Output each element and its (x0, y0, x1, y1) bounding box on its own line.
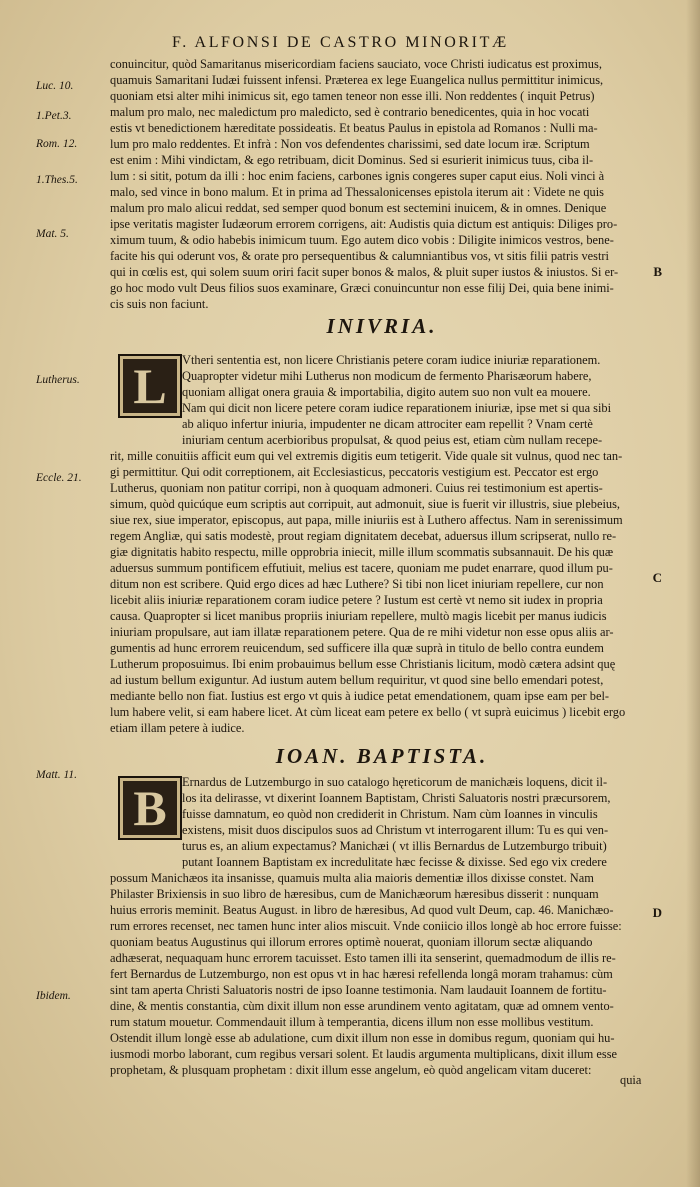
text-line: etiam illam petere à iudice. (110, 721, 245, 735)
text-line: iusmodi morbo laborant, cum regibus versari solent. Et laudis argumenta multiplicans, dixit illum esse (110, 1047, 618, 1061)
section-letter: B (653, 264, 662, 279)
margin-note: Ibidem. (36, 990, 71, 1002)
initial-letter: B (133, 780, 167, 836)
text-line: go hoc modo vult Deus filios suos examinare, Græci conuincuntur non esse filij Dei, quia bene inimi- (110, 281, 614, 295)
text-line: adhæserat, nequaquam hunc errorem tacuisset. Esto tamen illi ita senserint, quemadmodum de illis re- (110, 951, 616, 965)
text-line: Philaster Brixiensis in suo libro de hæresibus, cum de Manichæorum hæresibus disserit : nunquam (110, 887, 599, 901)
text-line: malum pro malo alicui reddat, sed semper quod bonum est sectemini inuicem, & in omnes. Denique (110, 201, 607, 215)
text-line: ditum non est scribere. Quid ergo dices ad hæc Luthere? Si tibi non licet iniuriam repellere, cur non (110, 577, 604, 591)
text-line: cis suis non faciunt. (110, 297, 209, 311)
text-line: malo, sed vince in bono malum. Et in prima ad Thessalonicenses epistola iterum ait : Videte ne quis (110, 185, 604, 199)
text-line: fert Bernardus de Lutzemburgo, non est opus vt in hac hæresi refellenda longâ moram trahamus: cùm (110, 967, 613, 981)
text-line: Ernardus de Lutzemburgo in suo catalogo hęreticorum de manichæis loquens, dicit il- (182, 775, 608, 789)
text-line: quamuis Samaritani Iudæi fuissent infensi. Præterea ex lege Euangelica nullus permittitur inimicus, (110, 73, 604, 87)
text-line: estis vt benedictionem hæreditate possideatis. Et beatus Paulus in epistola ad Romanos : Nulli ma- (110, 121, 598, 135)
text-line: quoniam etsi alter mihi inimicus sit, ego tamen teneor non esse illi. Non reddentes ( inquit Petrus) (110, 89, 595, 103)
text-line: mediante bello non fiat. Iustius est ergo vt quis à iudice petat emendationem, quam ipse eam per bel- (110, 689, 610, 703)
text-line: rit, mille conuitiis afficit eum qui vel extremis digitis eum tetigerit. Vide quale sit vulnus, quod nec tan- (110, 449, 623, 463)
text-line: quoniam alligat onera grauia & importabilia, digito autem suo non vult ea mouere. (182, 385, 591, 399)
text-line: huius erroris meminit. Beatus August. in libro de hæresibus, Ad quod vult Deum, cap. 46. Manichæo- (110, 903, 614, 917)
margin-note: Luc. 10. (36, 80, 74, 92)
text-line: turus es, an alium expectamus? Manichæi ( vt illis Bernardus de Lutzemburgo tribuit) (182, 839, 607, 853)
margin-note: Lutherus. (36, 374, 80, 386)
text-line: rum errores recenset, nec tamen hunc inter alios miscuit. Vnde coniicio illos longè ab hoc errore fuisse: (110, 919, 622, 933)
text-line: Nam qui dicit non licere petere coram iudice reparationem iniuriæ, ipse met si qua sibi (182, 401, 612, 415)
section-heading-ioan-baptista: IOAN. BAPTISTA. (275, 744, 489, 768)
text-line: prophetam, & plusquam prophetam : dixit illum esse angelum, eò quòd angelicam vitam duceret: (110, 1063, 592, 1077)
page-edge-shadow (686, 0, 700, 1187)
section-letter: C (652, 570, 662, 585)
margin-note: Eccle. 21. (36, 472, 82, 484)
text-line: Quapropter videtur mihi Lutherus non modicum de fermento Pharisæorum habere, (182, 369, 592, 383)
decorated-initial (118, 354, 182, 418)
text-line: gumentis ad hunc errorem reuicendum, sed sufficere illa quæ suprà in titulo de bello contra eundem (110, 641, 604, 655)
text-line: causa. Quapropter si licet manibus propriis iniuriam repellere, multò magis licebit per manus iudicis (110, 609, 607, 623)
margin-note: Rom. 12. (36, 138, 78, 150)
text-line: lum : si sitit, potum da illi : hoc enim faciens, carbones ignis congeres super caput eius. Noli vinci à (110, 169, 605, 183)
text-line: Ostendit illum longè esse ab adulatione, cum dixit illum non esse in domibus regum, quoniam qui hu- (110, 1031, 615, 1045)
margin-note: 1.Thes.5. (36, 174, 78, 186)
text-line: iniuriam propulsare, aut iam illatæ reparationem petere. Qua de re mihi videtur non esse opus aliis ar- (110, 625, 614, 639)
text-line: ximum tuum, & odio habebis inimicum tuum. Ego autem dico vobis : Diligite inimicos vestros, bene- (110, 233, 614, 247)
text-line: giæ dignitatis habito respectu, mille opprobria iniecit, mille illum scommatis subsannauit. De his quæ (110, 545, 614, 559)
text-line: sint tam aperta Christi Saluatoris nostri de ipso Ioanne testimonia. Nam laudauit Ioannem de fortitu- (110, 983, 607, 997)
text-line: lum habere velit, si eam habere licet. At cùm liceat eam petere ex bello ( vt suprà euicimus ) licebit ergo (110, 705, 626, 719)
text-line: lum pro malo reddentes. Et infrà : Non vos defendentes charissimi, sed date locum iræ. Scriptum (110, 137, 590, 151)
text-line: iniuriam centum acerbioribus propulsat, & quod peius est, etiam cùm nullam recepe- (182, 433, 603, 447)
text-line: ad iustum bellum exiguntur. Ad iustum autem bellum requiritur, vt quod sine bello emendari potest, (110, 673, 604, 687)
margin-note: Matt. 11. (36, 769, 77, 781)
initial-letter: L (133, 358, 167, 414)
text-line: simum, quòd quicúque eum scriptis aut corripuit, aut admonuit, siue is fuerit vir illustris, siue plebeius, (110, 497, 621, 511)
text-line: est enim : Mihi vindictam, & ego retribuam, dicit Dominus. Sed si esurierit inimicus tuus, ciba il- (110, 153, 594, 167)
text-line: facite his qui oderunt vos, & orate pro persequentibus & calumniantibus vos, vt sitis filii patris vestri (110, 249, 609, 263)
text-line: malum pro malo, nec maledictum pro maledicto, sed è contrario benedicentes, quia in hoc vocati (110, 105, 590, 119)
text-line: existens, misit duos discipulos suos ad Christum vt interrogarent illum: Tu es qui ven- (182, 823, 609, 837)
text-line: quoniam beatus Augustinus qui illorum errores optimè nouerat, quoniam illorum sectæ aliquando (110, 935, 593, 949)
text-line: los ita delirasse, vt dixerint Ioannem Baptistam, Christi Saluatoris nostri præcursorem, (182, 791, 611, 805)
running-head: F. ALFONSI DE CASTRO MINORITÆ (172, 34, 509, 51)
section-heading-iniuria: INIVRIA. (326, 314, 438, 338)
catchword: quia (620, 1073, 642, 1087)
text-line: dine, & mentis constantia, cùm dixit illum non esse arundinem vento agitatam, quæ ad omnem vento- (110, 999, 614, 1013)
text-line: siue rex, siue imperator, episcopus, aut papa, mille iniuriis est à Luthero affectus. Nam in serenissimum (110, 513, 623, 527)
text-line: rum statum mouetur. Commendauit illum à temperantia, dicens illum non esse mollibus vestitum. (110, 1015, 594, 1029)
margin-note: 1.Pet.3. (36, 110, 72, 122)
text-line: ipse veritatis magister Iudæorum errorem corrigens, ait: Audistis quia dictum est antiquis: Diliges pro- (110, 217, 618, 231)
decorated-initial (118, 776, 182, 840)
text-line: qui in cœlis est, qui solem suum oriri facit super bonos & malos, & pluit super iustos & iniustos. Si er- (110, 265, 619, 279)
text-line: regem Angliæ, qui satis modestè, prout regiam dignitatem decebat, aduersus illum scripserat, nullo re- (110, 529, 617, 543)
text-line: Vtheri sententia est, non licere Christianis petere coram iudice iniuriæ reparationem. (182, 353, 601, 367)
text-line: aduersus summum pontificem effutiuit, melius est tacere, quoniam me pudet enarrare, quod illum pu- (110, 561, 613, 575)
text-line: ab aliquo infertur iniuria, impudenter ne dicam attrociter eam repellit ? Vnam certè (182, 417, 593, 431)
text-line: licebit aliis iniuriæ reparationem coram iudice petere ? Iustum est certè vt nemo sit iudex in propria (110, 593, 603, 607)
text-line: Lutherus, quoniam non patitur corripi, non à quoquam admoneri. Cuius rei testimonium est apertis- (110, 481, 603, 495)
text-line: Lutherum proposuimus. Ibi enim probauimus bellum esse Christianis licitum, modò cætera adsint quę (110, 657, 616, 671)
text-line: fuisse damnatum, eo quòd non crediderit in Christum. Nam cùm Ioannes in vinculis (182, 807, 598, 821)
text-line: gi permittitur. Qui odit correptionem, ait Ecclesiasticus, peccatoris vestigium est. Peccator est ergo (110, 465, 599, 479)
margin-note: Mat. 5. (36, 228, 69, 240)
section-letter: D (652, 905, 662, 920)
text-line: possum Manichæos ita insanisse, quamuis multa alia maioris dementiæ illos dixisse constet. Nam (110, 871, 594, 885)
text-line: putant Ioannem Baptistam ex incredulitate hæc fecisse & dixisse. Sed ego vix credere (182, 855, 607, 869)
text-line: conuincitur, quòd Samaritanus misericordiam faciens sauciato, voce Christi iudicatus est proximus, (110, 57, 602, 71)
